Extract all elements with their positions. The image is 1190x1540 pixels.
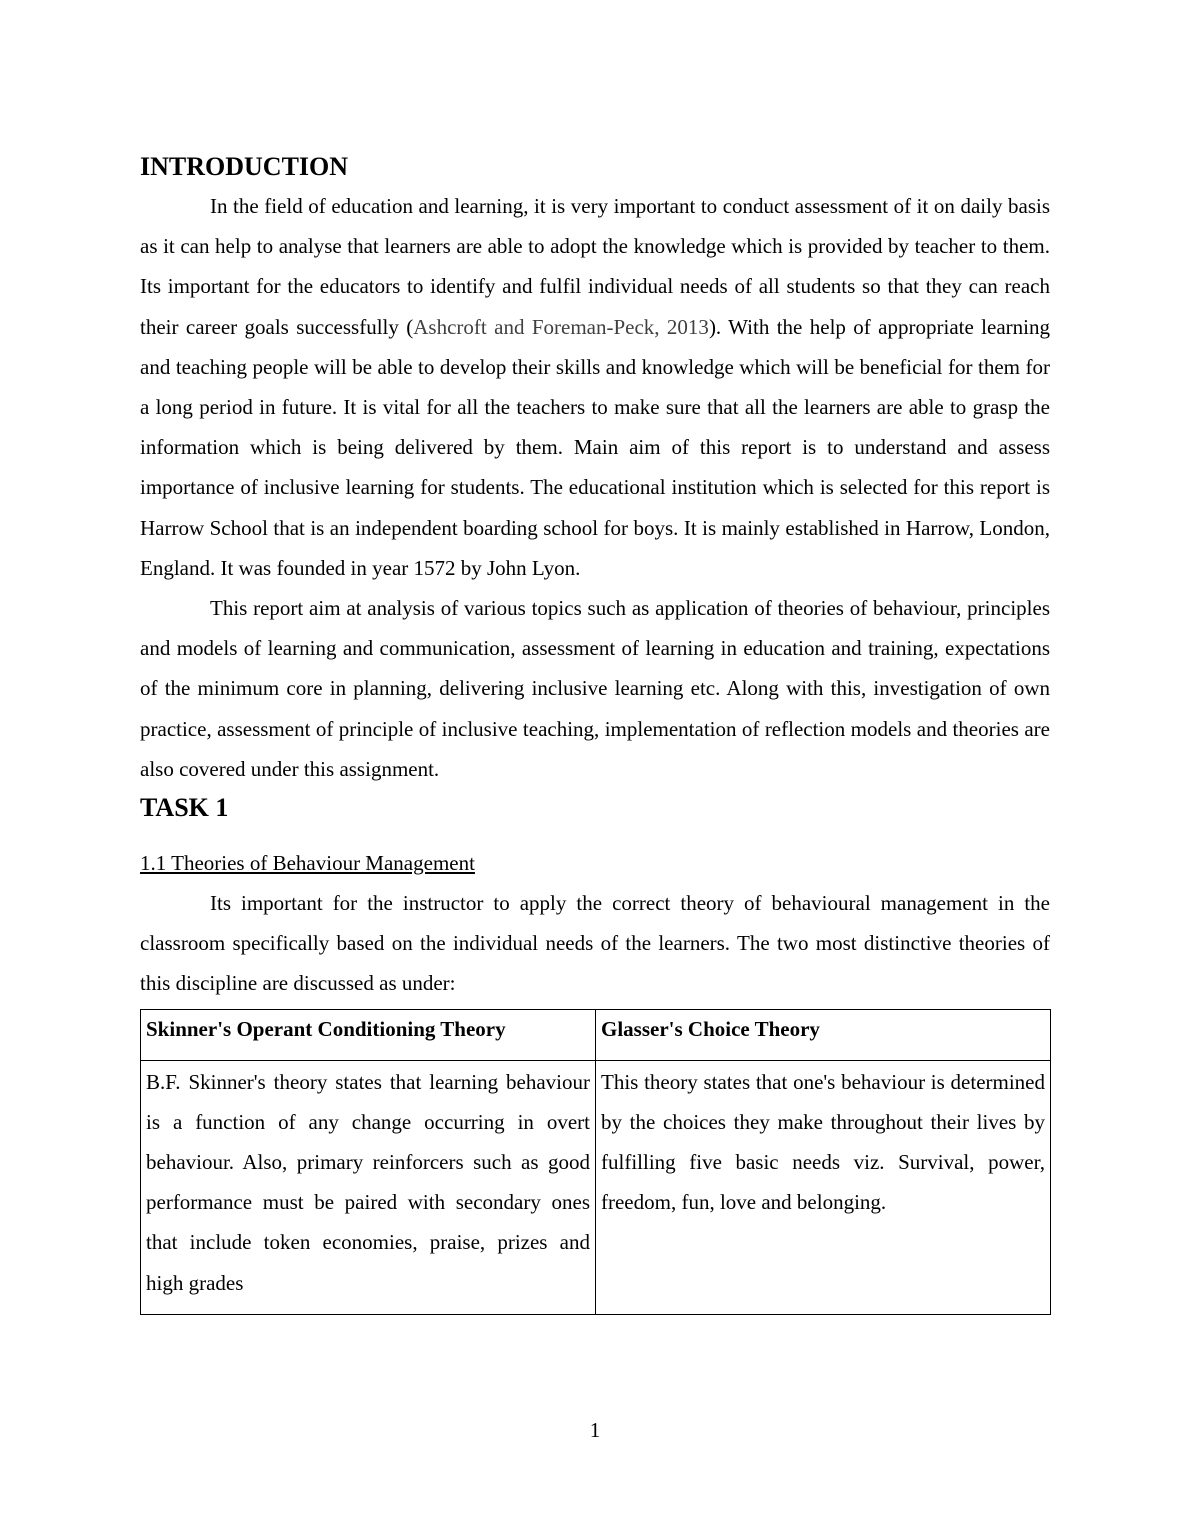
introduction-paragraph-2: This report aim at analysis of various topics such as application of theories of behaviour, principles and models of learning and communication, assessment of learning in education and training, expectations of the minimum core in planning, delivering inclusive learning etc. Along with this, investigation of own practice, assessment of principle of inclusive teaching, implementation of reflection models and theories are also covered under this assignment.: [140, 596, 1050, 781]
task1-paragraph: Its important for the instructor to apply the correct theory of behavioural management in the classroom specifically based on the individual needs of the learners. The two most distinctive theories of this discipline are discussed as under:: [140, 891, 1050, 996]
table-header-row: [141, 1009, 1051, 1060]
page-number: 1: [589, 1418, 601, 1442]
introduction-paragraph-1: [140, 186, 1050, 588]
table-header-cell: Glasser's Choice Theory: [596, 1009, 1051, 1060]
citation: Ashcroft and Foreman-Peck, 2013: [413, 314, 709, 339]
intro-text-part-1: In the field of education and learning, it is very important to conduct assessment of it on daily basis as it can help to analyse that learners are able to adopt the knowledge which is provided by teacher to them. Its important for the educators to identify and fulfil individual needs of all students so that they can reach their career goals successfully (: [140, 194, 1050, 339]
task1-heading: TASK 1: [140, 793, 229, 823]
table-cell: This theory states that one's behaviour is determined by the choices they make throughout their lives by fulfilling five basic needs viz. Survival, power, freedom, fun, love and belonging.: [596, 1060, 1051, 1314]
table-header-cell: Skinner's Operant Conditioning Theory: [141, 1009, 596, 1060]
intro-text-part-2: ). With the help of appropriate learning and teaching people will be able to develop their skills and knowledge which will be beneficial for them for a long period in future. It is vital for all the teachers to make sure that all the learners are able to grasp the information which is being delivered by them. Main aim of this report is to understand and assess importance of inclusive learning for students. The educational institution which is selected for this report is Harrow School that is an independent boarding school for boys. It is mainly established in Harrow, London, England. It was founded in year 1572 by John Lyon.: [140, 314, 1050, 580]
introduction-heading: INTRODUCTION: [140, 152, 349, 181]
table-cell: B.F. Skinner's theory states that learning behaviour is a function of any change occurring in overt behaviour. Also, primary reinforcers such as good performance must be paired with secondary ones that include token economies, praise, prizes and high grades: [141, 1060, 596, 1314]
theories-table: [140, 1009, 1051, 1315]
table-row: [141, 1060, 1051, 1314]
section-subheading: 1.1 Theories of Behaviour Management: [140, 851, 475, 876]
document-page: [140, 148, 1050, 1315]
